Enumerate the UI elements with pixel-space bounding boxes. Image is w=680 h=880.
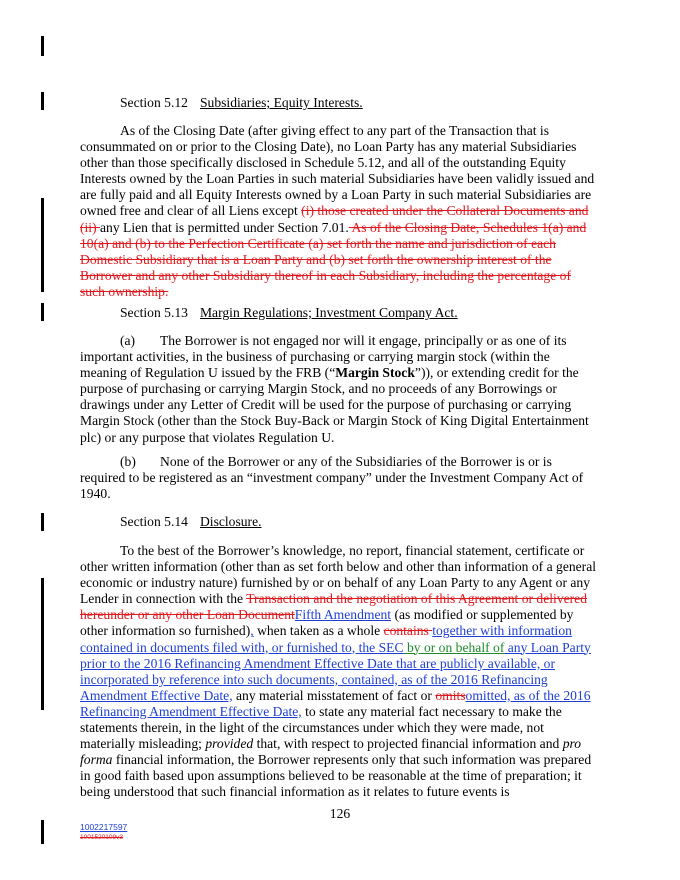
change-bar xyxy=(41,578,44,710)
paragraph xyxy=(80,543,598,801)
paragraph xyxy=(80,454,598,502)
body-text: to state any material fact necessary to make the statements therein, in the light of the circumstances under which they were made, not materially misleading; xyxy=(80,703,562,752)
paragraph xyxy=(80,123,598,300)
section-title: Subsidiaries; Equity Interests. xyxy=(199,95,363,110)
moved-text: by or on behalf of xyxy=(403,639,505,655)
section-title: Margin Regulations; Investment Company Act. xyxy=(199,305,458,320)
document-id-deleted: 1001520109v3 xyxy=(80,834,124,841)
change-bar xyxy=(41,513,44,531)
change-bar xyxy=(41,303,44,321)
inserted-text: together with information contained in documents filed with, or furnished to, the SEC xyxy=(80,623,572,655)
body-text: To the best of the Borrower’s knowledge, no report, financial statement, certificate or other written information (other than as set forth below and other than information of a general economic or industry nature) furnished by or on behalf of any Loan Party to any Agent or any Lender in connection with the xyxy=(80,543,597,607)
clause-label: (b) xyxy=(120,454,136,469)
section-heading xyxy=(120,305,458,321)
body-text: ”)), or extending credit for the purpose of purchasing or carrying Margin Stock, and no proceeds of any Borrowings or drawings under any Letter of Credit will be used for the purpose of purchasing or carrying Margin Stock (other than the Stock Buy-Back or Margin Stock of King Digital Entertainment plc) or any purpose that violates Regulation U. xyxy=(80,365,589,445)
body-text: any Lien that is permitted under Section 7.01. xyxy=(100,219,349,235)
inserted-text: , xyxy=(250,623,254,639)
inserted-text: omitted, as of the 2016 Refinancing Amendment Effective Date, xyxy=(80,687,591,719)
body-text: The Borrower is not engaged nor will it engage, principally or as one of its important activities, in the business of purchasing or carrying margin stock (within the meaning of Regulation U issued by the FRB (“ xyxy=(80,333,567,381)
document-id: 1002217597 xyxy=(80,822,128,832)
page-number: 126 xyxy=(329,806,351,821)
deleted-text: (i) those created under the Collateral Documents and (ii) xyxy=(80,203,589,235)
body-text: when taken as a whole xyxy=(253,623,384,639)
deleted-text: omits xyxy=(435,687,466,703)
paragraph xyxy=(80,333,598,446)
section-heading xyxy=(120,514,262,530)
change-bar xyxy=(41,92,44,110)
section-number: Section 5.13 xyxy=(120,305,188,320)
emphasis-text: pro forma xyxy=(80,736,582,768)
change-bar xyxy=(41,820,44,844)
clause-label: (a) xyxy=(120,333,136,348)
inserted-text: any Loan Party prior to the 2016 Refinancing Amendment Effective Date that are publicly available, or incorporated by reference into such documents, contained, as of the 2016 Refinancing Amendment Effective Date, xyxy=(80,639,591,703)
deleted-text: contains xyxy=(383,623,433,639)
section-number: Section 5.12 xyxy=(120,95,188,110)
body-text: any material misstatement of fact or xyxy=(232,687,436,703)
change-bar xyxy=(41,198,44,292)
inserted-text: Fifth Amendment xyxy=(294,607,392,623)
body-text: that, with respect to projected financial information and xyxy=(253,736,563,752)
emphasis-text: provided xyxy=(205,736,254,752)
section-heading xyxy=(120,95,363,111)
deleted-text: As of the Closing Date, Schedules 1(a) and 10(a) and (b) to the Perfection Certificate (a) set forth the name and jurisdiction of each Domestic Subsidiary that is a Loan Party and (b) set forth the ownership interest of the Borrower and any other Subsidiary thereof in each Subsidiary, including the percentage of such ownership. xyxy=(80,219,587,299)
body-text: (as modified or supplemented by other information so furnished) xyxy=(80,607,574,639)
change-bar xyxy=(41,36,44,56)
deleted-text: Transaction and the negotiation of this Agreement or delivered hereunder or any other Loan Document xyxy=(80,591,588,623)
section-number: Section 5.14 xyxy=(120,514,188,529)
body-text: As of the Closing Date (after giving effect to any part of the Transaction that is consummated on or prior to the Closing Date), no Loan Party has any material Subsidiaries other than those specifically disclosed in Schedule 5.12, and all of the outstanding Equity Interests owned by the Loan Parties in such material Subsidiaries have been validly issued and are fully paid and all Equity Interests owned by a Loan Party in such material Subsidiaries are owned free and clear of all Liens except xyxy=(80,123,595,219)
section-title: Disclosure. xyxy=(199,514,262,529)
body-text: None of the Borrower or any of the Subsidiaries of the Borrower is or is required to be registered as an “investment company” under the Investment Company Act of 1940. xyxy=(80,454,584,502)
defined-term: Margin Stock xyxy=(335,365,415,381)
body-text: financial information, the Borrower represents only that such information was prepared in good faith based upon assumptions believed to be reasonable at the time of preparation; it being understood that such financial information as it relates to future events is xyxy=(80,752,592,800)
